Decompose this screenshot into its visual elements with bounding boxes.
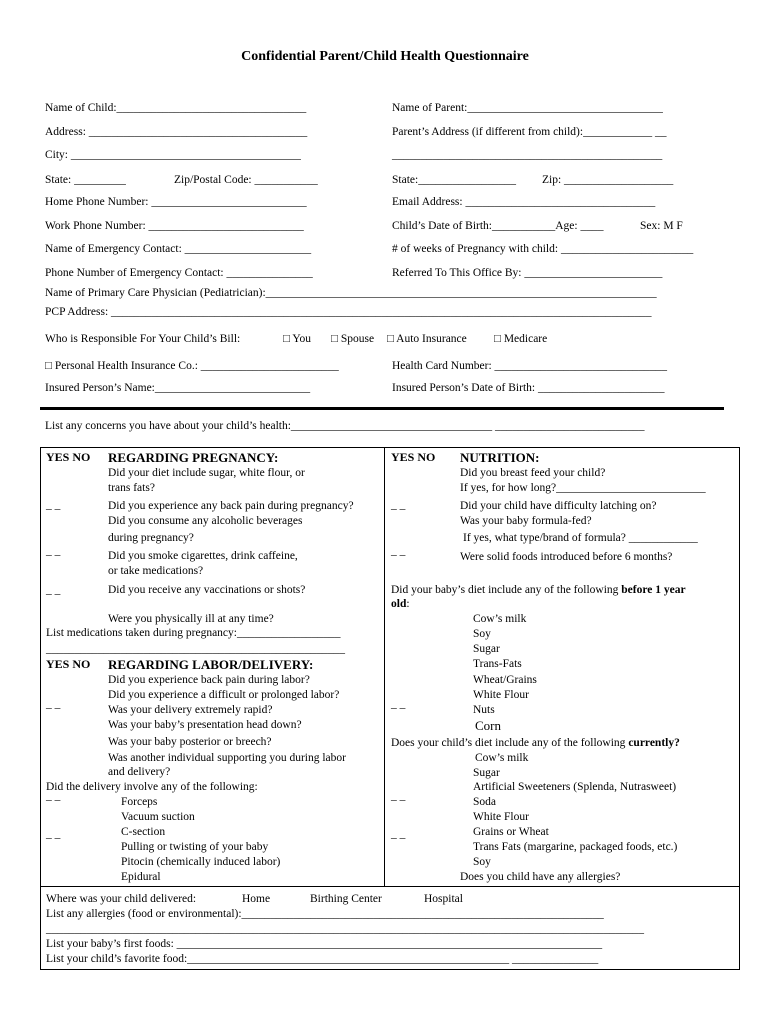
delivery-place-label: Where was your child delivered:	[46, 893, 197, 905]
question-before-one-year-cont: old:	[391, 598, 410, 610]
parent-zip-field[interactable]: Zip: ___________________	[542, 174, 674, 186]
list-item: Pulling or twisting of your baby	[121, 841, 269, 853]
list-item: Soy	[473, 628, 491, 640]
yes-no-header-pregnancy: YES NO	[46, 450, 91, 464]
referred-by-field[interactable]: Referred To This Office By: ________________________	[392, 267, 663, 279]
page-title: Confidential Parent/Child Health Questionnaire	[241, 49, 529, 64]
medications-line[interactable]: ____________________________________________________	[46, 643, 345, 655]
checkbox-you[interactable]: □ You	[283, 333, 312, 345]
question-currently: Does your child’s diet include any of the following currently?	[391, 737, 680, 749]
list-item: Nuts	[473, 704, 495, 716]
question-solid-foods: Were solid foods introduced before 6 months?	[460, 551, 673, 563]
favorite-food-field[interactable]: List your child’s favorite food:________________________________________________________ _______________	[46, 953, 599, 965]
child-dob-age-field[interactable]: Child’s Date of Birth:___________Age: ____	[392, 220, 604, 232]
question-support-cont: and delivery?	[108, 766, 171, 778]
list-item: Pitocin (chemically induced labor)	[121, 856, 281, 868]
yes-no-marks[interactable]: _ _	[46, 790, 61, 802]
checkbox-spouse[interactable]: □ Spouse	[331, 333, 375, 345]
checkbox-medicare[interactable]: □ Medicare	[494, 333, 548, 345]
list-item: White Flour	[473, 811, 529, 823]
zip-postal-field[interactable]: Zip/Postal Code: ___________	[174, 174, 318, 186]
list-item: Soda	[473, 796, 496, 808]
list-item: White Flour	[473, 689, 529, 701]
personal-insurance-field[interactable]: □ Personal Health Insurance Co.: ________________________	[45, 360, 339, 372]
list-item: Epidural	[121, 871, 161, 883]
list-item: Sugar	[473, 767, 500, 779]
delivery-option-hospital[interactable]: Hospital	[424, 893, 463, 905]
sex-field[interactable]: Sex: M F	[640, 220, 683, 232]
parent-name-field[interactable]: Name of Parent:__________________________________	[392, 102, 663, 114]
yes-no-marks[interactable]: _ _	[46, 698, 61, 710]
health-concerns-field[interactable]: List any concerns you have about your child’s health:___________________________________ __________________________	[45, 420, 645, 432]
parent-state-field[interactable]: State:_________________	[392, 174, 516, 186]
question-back-pain: Did you experience any back pain during pregnancy?	[108, 500, 354, 512]
work-phone-field[interactable]: Work Phone Number: ___________________________	[45, 220, 304, 232]
question-delivery-involve: Did the delivery involve any of the following:	[46, 781, 258, 793]
yes-no-header-nutrition: YES NO	[391, 450, 436, 464]
question-breast-feed: Did you breast feed your child?	[460, 467, 606, 479]
list-item: Cow’s milk	[473, 613, 527, 625]
formula-brand-field[interactable]: If yes, what type/brand of formula? ____________	[463, 532, 698, 544]
pcp-name-field[interactable]: Name of Primary Care Physician (Pediatrician):____________________________________________________________________	[45, 287, 657, 299]
question-smoke: Did you smoke cigarettes, drink caffeine,	[108, 550, 298, 562]
yes-no-marks[interactable]: _ _	[391, 828, 406, 840]
city-field[interactable]: City: ________________________________________	[45, 149, 301, 161]
child-name-field[interactable]: Name of Child:_________________________________	[45, 102, 307, 114]
list-item: C-section	[121, 826, 166, 838]
row-divider	[40, 886, 739, 887]
yes-no-marks[interactable]: _ _	[46, 828, 61, 840]
checkbox-auto-insurance[interactable]: □ Auto Insurance	[387, 333, 467, 345]
yes-no-marks[interactable]: _ _	[46, 584, 61, 596]
email-field[interactable]: Email Address: _________________________________	[392, 196, 656, 208]
list-item: Trans Fats (margarine, packaged foods, etc.)	[473, 841, 678, 853]
list-item: Trans-Fats	[473, 658, 522, 670]
nutrition-heading: NUTRITION:	[460, 450, 540, 465]
list-item: Soy	[473, 856, 491, 868]
parent-address-line2-field[interactable]: _______________________________________________	[392, 149, 663, 161]
delivery-option-home[interactable]: Home	[242, 893, 271, 905]
question-head-down: Was your baby’s presentation head down?	[108, 719, 302, 731]
list-item: Wheat/Grains	[473, 674, 537, 686]
list-item: Forceps	[121, 796, 158, 808]
yes-no-marks[interactable]: _ _	[46, 545, 61, 557]
question-alcohol-cont: during pregnancy?	[108, 532, 194, 544]
weeks-pregnancy-field[interactable]: # of weeks of Pregnancy with child: _______________________	[392, 243, 694, 255]
list-item: Sugar	[473, 643, 500, 655]
yes-no-marks[interactable]: _ _	[391, 698, 406, 710]
list-item: Cow’s milk	[475, 752, 529, 764]
question-smoke-cont: or take medications?	[108, 565, 204, 577]
list-item: Vacuum suction	[121, 811, 195, 823]
list-item: Grains or Wheat	[473, 826, 549, 838]
question-alcohol: Did you consume any alcoholic beverages	[108, 515, 303, 527]
address-field[interactable]: Address: ______________________________________	[45, 126, 308, 138]
question-latching: Did your child have difficulty latching on?	[460, 500, 657, 512]
insured-name-field[interactable]: Insured Person’s Name:___________________________	[45, 382, 311, 394]
column-divider	[384, 447, 385, 886]
pcp-address-field[interactable]: PCP Address: ______________________________________________________________________________________________	[45, 306, 652, 318]
health-card-field[interactable]: Health Card Number: ______________________________	[392, 360, 668, 372]
parent-address-field[interactable]: Parent’s Address (if different from child):____________ __	[392, 126, 667, 138]
first-foods-field[interactable]: List your baby’s first foods: __________________________________________________________________________	[46, 938, 603, 950]
question-prolonged-labor: Did you experience a difficult or prolonged labor?	[108, 689, 340, 701]
question-ill: Were you physically ill at any time?	[108, 613, 274, 625]
question-diet: Did your diet include sugar, white flour, or	[108, 467, 305, 479]
yes-no-marks[interactable]: _ _	[391, 790, 406, 802]
question-before-one-year: Did your baby’s diet include any of the following before 1 year	[391, 584, 686, 596]
allergies-field[interactable]: List any allergies (food or environmental):_______________________________________________________________	[46, 908, 604, 920]
home-phone-field[interactable]: Home Phone Number: ___________________________	[45, 196, 307, 208]
labor-heading: REGARDING LABOR/DELIVERY:	[108, 657, 314, 672]
insured-dob-field[interactable]: Insured Person’s Date of Birth: ______________________	[392, 382, 665, 394]
question-labor-back-pain: Did you experience back pain during labor?	[108, 674, 310, 686]
section-divider	[40, 407, 724, 410]
medications-field[interactable]: List medications taken during pregnancy:__________________	[46, 627, 341, 639]
question-breech: Was your baby posterior or breech?	[108, 736, 272, 748]
breast-feed-duration-field[interactable]: If yes, for how long?__________________________	[460, 482, 706, 494]
list-item: Corn	[475, 718, 501, 733]
question-formula: Was your baby formula-fed?	[460, 515, 592, 527]
question-allergies: Does you child have any allergies?	[460, 871, 621, 883]
yes-no-header-labor: YES NO	[46, 657, 91, 671]
emergency-contact-field[interactable]: Name of Emergency Contact: ______________________	[45, 243, 312, 255]
question-rapid-delivery: Was your delivery extremely rapid?	[108, 704, 273, 716]
yes-no-marks[interactable]: _ _	[391, 545, 406, 557]
question-vaccines: Did you receive any vaccinations or shots?	[108, 584, 306, 596]
emergency-phone-field[interactable]: Phone Number of Emergency Contact: _______________	[45, 267, 313, 279]
yes-no-marks[interactable]: _ _	[46, 499, 61, 511]
state-field[interactable]: State: _________	[45, 174, 126, 186]
allergies-line[interactable]: ________________________________________________________________________________________________________	[46, 923, 644, 935]
question-support: Was another individual supporting you during labor	[108, 752, 346, 764]
list-item: Artificial Sweeteners (Splenda, Nutrasweet)	[473, 781, 677, 793]
yes-no-marks[interactable]: _ _	[391, 499, 406, 511]
question-diet-cont: trans fats?	[108, 482, 155, 494]
bill-responsible-label: Who is Responsible For Your Child’s Bill:	[45, 333, 241, 345]
delivery-option-birthing-center[interactable]: Birthing Center	[310, 893, 382, 905]
pregnancy-heading: REGARDING PREGNANCY:	[108, 450, 279, 465]
